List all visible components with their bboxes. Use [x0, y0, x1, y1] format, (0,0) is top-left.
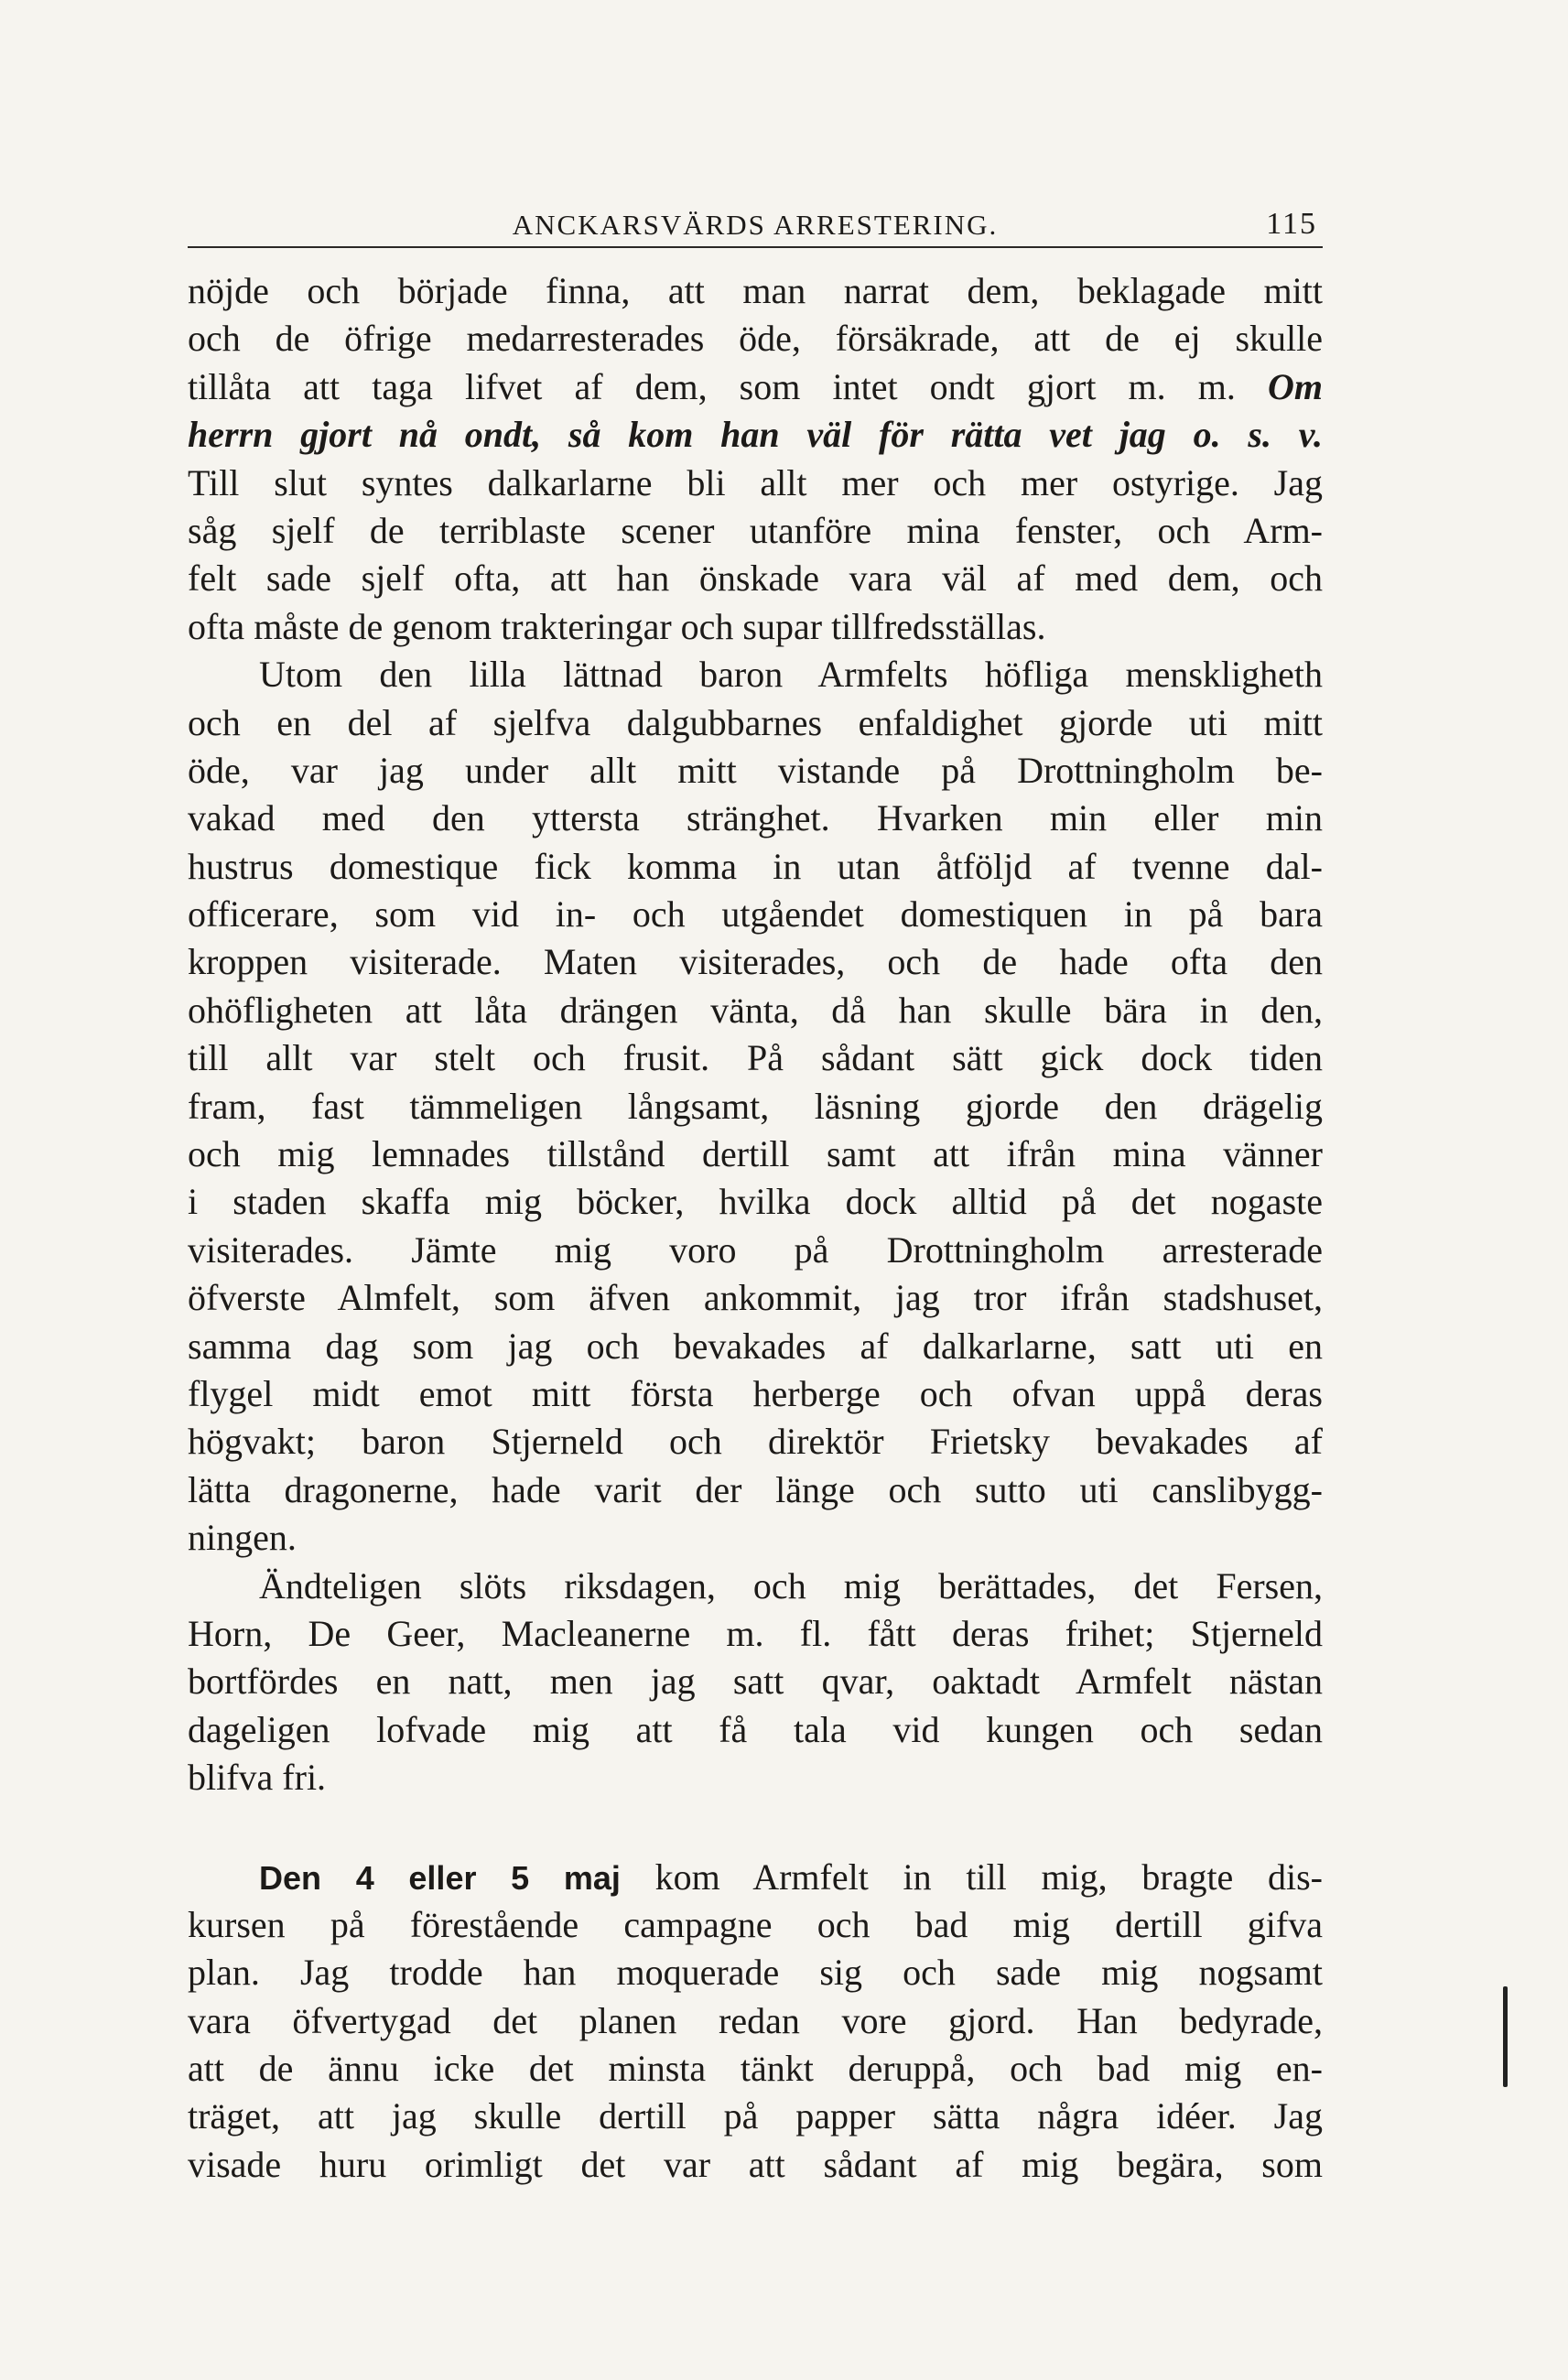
text-line: att de ännu icke det minsta tänkt deruppå, och bad mig en-	[188, 2048, 1323, 2090]
paragraph-4	[188, 1854, 1323, 2190]
text-line: samma dag som jag och bevakades af dalkarlarne, satt uti en	[188, 1325, 1323, 1367]
header-rule	[188, 246, 1323, 248]
text-line: dageligen lofvade mig att få tala vid kungen och sedan	[188, 1708, 1323, 1750]
running-title: ANCKARSVÄRDS ARRESTERING.	[512, 209, 999, 241]
running-head	[188, 203, 1323, 249]
text-line	[188, 411, 1323, 459]
text-line: lätta dragonerne, hade varit der länge och sutto uti canslibygg-	[188, 1468, 1323, 1510]
text-line: kursen på förestående campagne och bad mig dertill gifva	[188, 1903, 1323, 1945]
text-line: Horn, De Geer, Macleanerne m. fl. fått deras frihet; Stjerneld	[188, 1612, 1323, 1654]
text-line: vakad med den yttersta stränghet. Hvarken min eller min	[188, 797, 1323, 839]
text-line: Ändteligen slöts riksdagen, och mig berättades, det Fersen,	[259, 1564, 1323, 1606]
text-line: högvakt; baron Stjerneld och direktör Frietsky bevakades af	[188, 1421, 1323, 1463]
text-line: vara öfvertygad det planen redan vore gjord. Han bedyrade,	[188, 1999, 1323, 2041]
text-line: Utom den lilla lättnad baron Armfelts höfliga menskligheth	[259, 654, 1323, 696]
italic-quote: herrn gjort nå ondt, så kom han väl för rätta vet jag o. s. v.	[188, 414, 1323, 456]
text-line: bortfördes en natt, men jag satt qvar, oaktadt Armfelt nästan	[188, 1661, 1323, 1703]
text-line: officerare, som vid in- och utgåendet domestiquen in på bara	[188, 893, 1323, 936]
text-line: visiterades. Jämte mig voro på Drottningholm arresterade	[188, 1228, 1323, 1271]
text-line: Till slut syntes dalkarlarne bli allt mer och mer ostyrige. Jag	[188, 461, 1323, 503]
text-line: och en del af sjelfva dalgubbarnes enfaldighet gjorde uti mitt	[188, 701, 1323, 743]
body-text	[188, 267, 1323, 2189]
text-line: felt sade sjelf ofta, att han önskade vara väl af med dem, och	[188, 557, 1323, 600]
margin-mark	[1503, 1986, 1508, 2087]
text-line: träget, att jag skulle dertill på papper sätta några idéer. Jag	[188, 2095, 1323, 2137]
text-line: såg sjelf de terriblaste scener utanföre mina fenster, och Arm-	[188, 509, 1323, 551]
text-line: öfverste Almfelt, som äfven ankommit, jag tror ifrån stadshuset,	[188, 1277, 1323, 1319]
text-line: kroppen visiterade. Maten visiterades, och de hade ofta den	[188, 941, 1323, 983]
text-line: ohöfligheten att låta drängen vänta, då han skulle bära in den,	[188, 989, 1323, 1031]
text-line: visade huru orimligt det var att sådant af mig begära, som	[188, 2143, 1323, 2185]
text-line: öde, var jag under allt mitt vistande på Drottningholm be-	[188, 749, 1323, 791]
paragraph-2	[188, 651, 1323, 1562]
page-number: 115	[1266, 207, 1317, 241]
text-line: ningen.	[188, 1517, 297, 1559]
text-line: och mig lemnades tillstånd dertill samt att ifrån mina vänner	[188, 1133, 1323, 1175]
text-line: hustrus domestique fick komma in utan åtföljd af tvenne dal-	[188, 845, 1323, 887]
date-heading: Den 4 eller 5 maj	[259, 1858, 621, 1897]
text-line: nöjde och började finna, att man narrat dem, beklagade mitt	[188, 270, 1323, 311]
text-line: flygel midt emot mitt första herberge och ofvan uppå deras	[188, 1372, 1323, 1414]
paragraph-1	[188, 267, 1323, 651]
text-span: tillåta att taga lifvet af dem, som intet ondt gjort m. m.	[188, 365, 1236, 407]
text-line: i staden skaffa mig böcker, hvilka dock alltid på det nogaste	[188, 1181, 1323, 1223]
italic-quote: Om	[1268, 365, 1323, 407]
paragraph-3	[188, 1563, 1323, 1802]
text-line: plan. Jag trodde han moquerade sig och sade mig nogsamt	[188, 1952, 1323, 1994]
text-line	[188, 1854, 1323, 1901]
text-line: och de öfrige medarresterades öde, försäkrade, att de ej skulle	[188, 318, 1323, 360]
text-line	[188, 363, 1323, 411]
text-line: till allt var stelt och frusit. På sådant sätt gick dock tiden	[188, 1037, 1323, 1079]
text-line: blifva fri.	[188, 1757, 327, 1799]
text-span: kom Armfelt in till mig, bragte dis-	[654, 1855, 1323, 1898]
text-line: fram, fast tämmeligen långsamt, läsning gjorde den drägelig	[188, 1085, 1323, 1127]
text-line: ofta måste de genom trakteringar och supar tillfredsställas.	[188, 605, 1046, 647]
section-gap	[188, 1802, 1323, 1854]
